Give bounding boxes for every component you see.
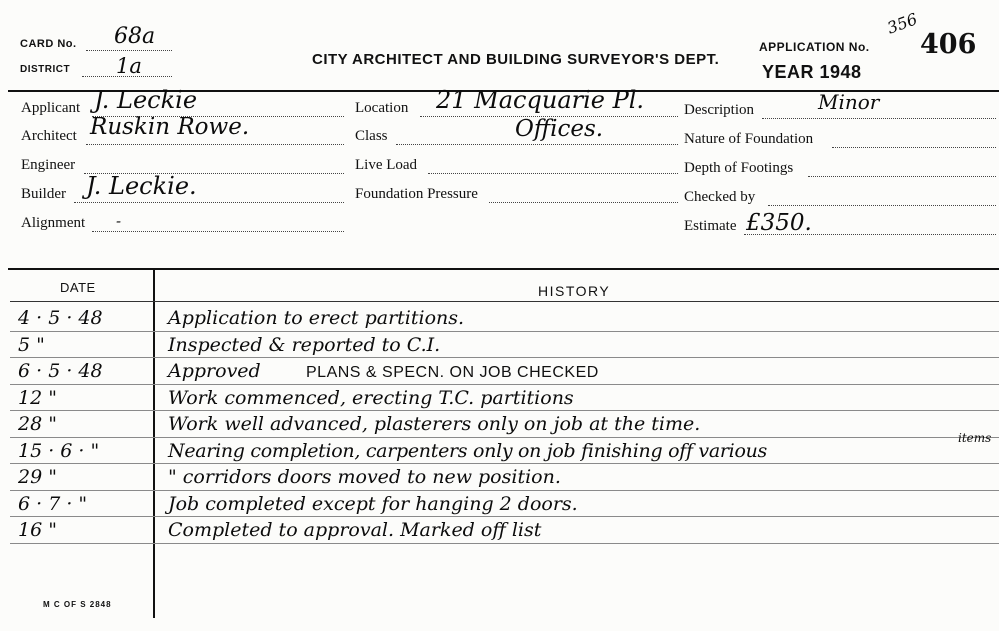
location-value: 21 Macquarie Pl. [436, 86, 645, 114]
class-label: Class [355, 128, 388, 144]
history-row-rule [10, 463, 999, 464]
card-no-line [86, 50, 172, 51]
checked-by-label: Checked by [684, 189, 756, 205]
engineer-label: Engineer [21, 157, 76, 173]
history-date: 15 · 6 · " [18, 439, 100, 462]
history-row-rule [10, 543, 999, 544]
history-row-rule [10, 357, 999, 358]
history-row-rule [10, 410, 999, 411]
history-entry: Application to erect partitions. [168, 307, 465, 329]
history-date: 12 " [18, 386, 57, 409]
description-label: Description [684, 102, 754, 118]
district-value: 1a [116, 54, 142, 78]
checked-by-line [768, 205, 996, 206]
architect-label: Architect [21, 128, 77, 144]
location-label: Location [355, 100, 409, 116]
depth-of-footings-label: Depth of Footings [684, 160, 794, 176]
history-row-rule [10, 384, 999, 385]
history-header: HISTORY [538, 283, 611, 299]
alignment-line [92, 231, 344, 232]
district-label: DISTRICT [20, 64, 71, 75]
alignment-label: Alignment [21, 215, 86, 231]
history-date: 28 " [18, 413, 57, 435]
year-label: YEAR 1948 [762, 62, 862, 82]
date-header: DATE [60, 280, 96, 295]
estimate-label: Estimate [684, 218, 737, 234]
nature-of-foundation-line [832, 147, 996, 148]
foundation-pressure-label: Foundation Pressure [355, 186, 478, 202]
history-date: 5 " [18, 333, 45, 356]
class-line [396, 144, 678, 145]
history-entry: Job completed except for hanging 2 doors. [168, 492, 578, 515]
class-value: Offices. [515, 116, 604, 142]
history-entry: Work commenced, erecting T.C. partitions [168, 386, 574, 409]
history-entry: " corridors doors moved to new position. [168, 466, 561, 488]
form-code: M C OF S 2848 [43, 600, 112, 609]
estimate-value: £350. [746, 210, 812, 236]
history-date: 6 · 7 · " [18, 492, 88, 515]
foundation-pressure-line [489, 202, 678, 203]
history-row-rule [10, 516, 999, 517]
history-entry: Work well advanced, plasterers only on job at the time. [168, 413, 701, 435]
history-row-rule [10, 437, 999, 438]
date-column-divider [153, 270, 155, 618]
builder-value: J. Leckie. [86, 172, 197, 200]
builder-label: Builder [21, 186, 66, 202]
live-load-line [428, 173, 678, 174]
builder-line [74, 202, 344, 203]
description-value: Minor [818, 90, 880, 114]
architect-value: Ruskin Rowe. [90, 114, 250, 140]
applicant-label: Applicant [21, 100, 81, 116]
history-stamp: PLANS & SPECN. ON JOB CHECKED [306, 364, 599, 381]
history-entry: Approved [168, 360, 261, 382]
architect-line [86, 144, 344, 145]
history-row-rule [10, 490, 999, 491]
application-stamp: 406 [920, 29, 977, 60]
application-label: APPLICATION No. [759, 40, 870, 54]
history-date: 29 " [18, 466, 57, 488]
live-load-label: Live Load [355, 157, 418, 173]
applicant-value: J. Leckie [94, 86, 198, 114]
dept-title: CITY ARCHITECT AND BUILDING SURVEYOR'S DEPT. [312, 51, 720, 68]
application-handwritten: 356 [884, 9, 920, 38]
history-entry: Inspected & reported to C.I. [168, 333, 441, 356]
history-entry: Completed to approval. Marked off list [168, 519, 542, 541]
history-date: 4 · 5 · 48 [18, 307, 103, 329]
history-date: 16 " [18, 519, 57, 541]
history-header-rule [10, 301, 999, 302]
history-margin-note: items [958, 430, 992, 445]
history-row-rule [10, 331, 999, 332]
history-top-rule [8, 268, 999, 270]
card-no-label: CARD No. [20, 38, 77, 50]
description-line [762, 118, 996, 119]
nature-of-foundation-label: Nature of Foundation [684, 131, 814, 147]
alignment-value: - [116, 212, 122, 230]
history-entry: Nearing completion, carpenters only on job finishing off various [168, 439, 767, 462]
history-date: 6 · 5 · 48 [18, 360, 103, 382]
depth-of-footings-line [808, 176, 996, 177]
card-no-value: 68a [114, 24, 156, 49]
